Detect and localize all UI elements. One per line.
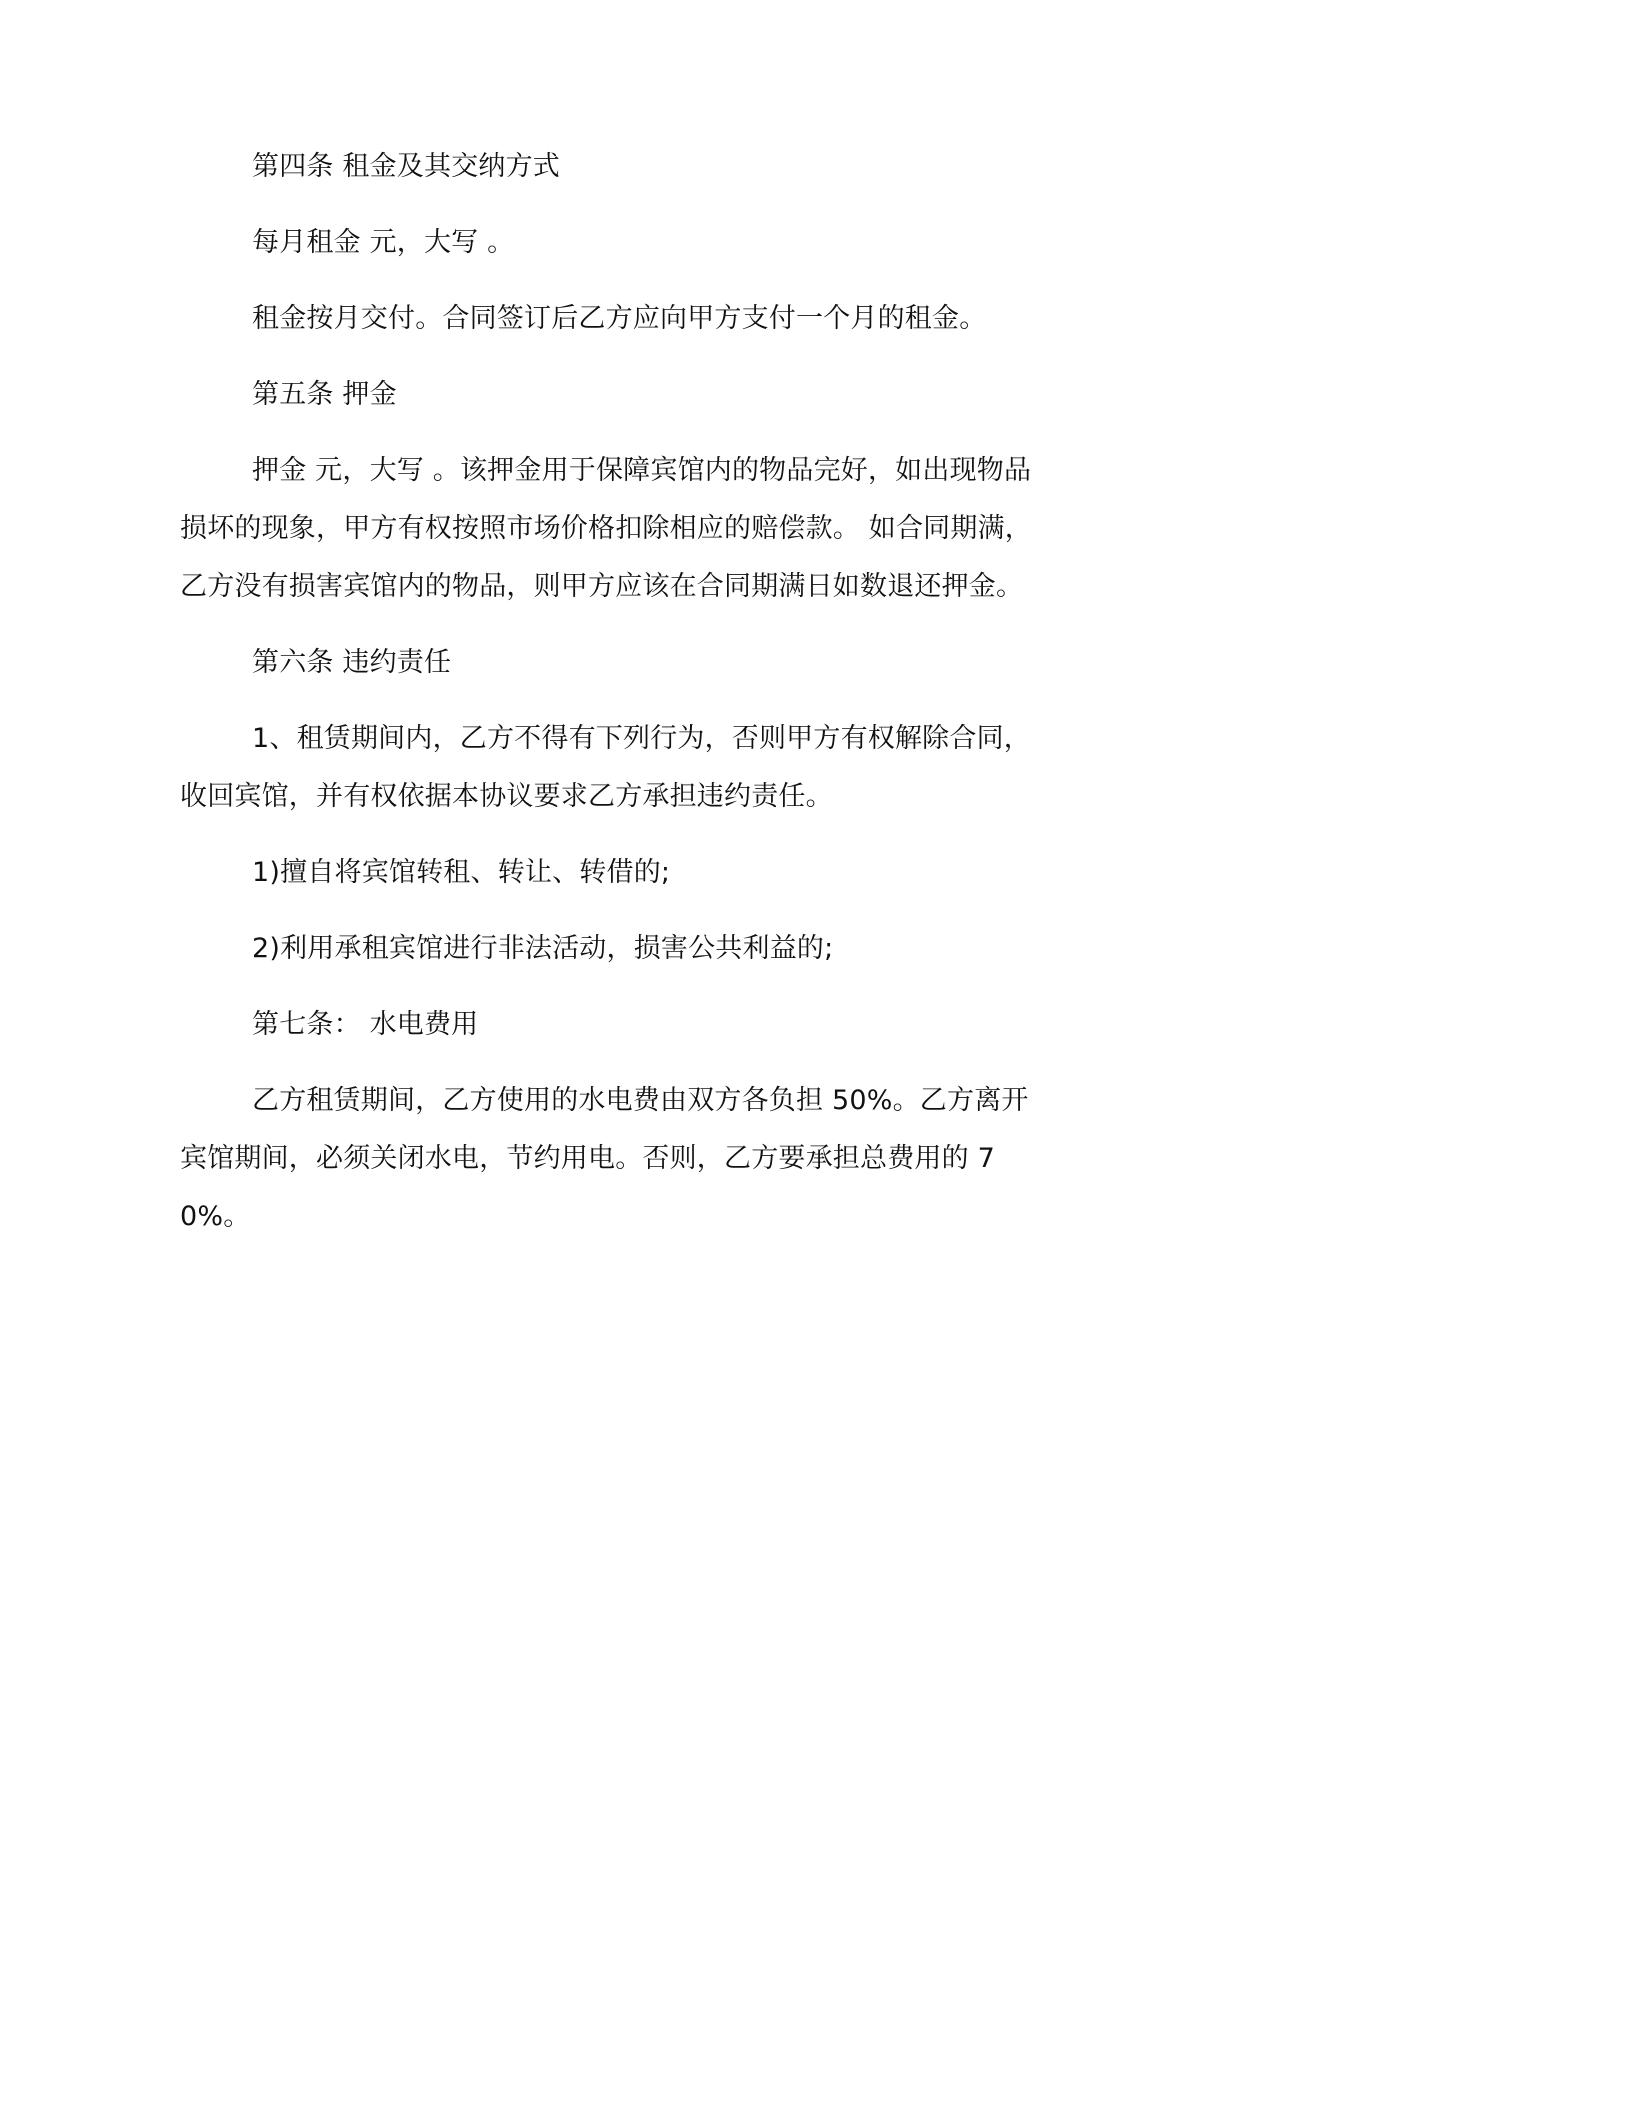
paragraph-gap (180, 348, 1040, 366)
paragraph-gap (180, 692, 1040, 710)
paragraph-gap (180, 272, 1040, 290)
deposit-paragraph: 押金 元，大写 。该押金用于保障宾馆内的物品完好，如出现物品损坏的现象，甲方有权按照市场价格扣除相应的赔偿款。 如合同期满，乙方没有损害宾馆内的物品，则甲方应该在合同期满日如数退还押金。 (180, 455, 1032, 602)
breach-clause-1: 1、租赁期间内，乙方不得有下列行为，否则甲方有权解除合同，收回宾馆，并有权依据本协议要求乙方承担违约责任。 (180, 723, 1031, 812)
paragraph-gap (180, 616, 1040, 634)
rent-payment-paragraph: 租金按月交付。合同签订后乙方应向甲方支付一个月的租金。 (252, 303, 987, 334)
article-4-heading: 第四条 租金及其交纳方式 (252, 151, 560, 182)
utilities-paragraph: 乙方租赁期间，乙方使用的水电费由双方各负担 50%。乙方离开宾馆期间，必须关闭水电，节约用电。否则，乙方要承担总费用的 70%。 (180, 1085, 1029, 1232)
paragraph-gap (180, 196, 1040, 214)
breach-item-2: 2)利用承租宾馆进行非法活动，损害公共利益的; (252, 933, 834, 964)
monthly-rent-paragraph: 每月租金 元，大写 。 (252, 227, 515, 258)
document-body (180, 138, 1040, 1246)
breach-item-1: 1)擅自将宾馆转租、转让、转借的; (252, 857, 671, 888)
paragraph-gap (180, 902, 1040, 920)
article-5-heading: 第五条 押金 (252, 379, 397, 410)
paragraph-gap (180, 978, 1040, 996)
paragraph-gap (180, 424, 1040, 442)
article-7-heading: 第七条： 水电费用 (252, 1009, 479, 1040)
paragraph-gap (180, 1054, 1040, 1072)
article-6-heading: 第六条 违约责任 (252, 647, 452, 678)
paragraph-gap (180, 826, 1040, 844)
